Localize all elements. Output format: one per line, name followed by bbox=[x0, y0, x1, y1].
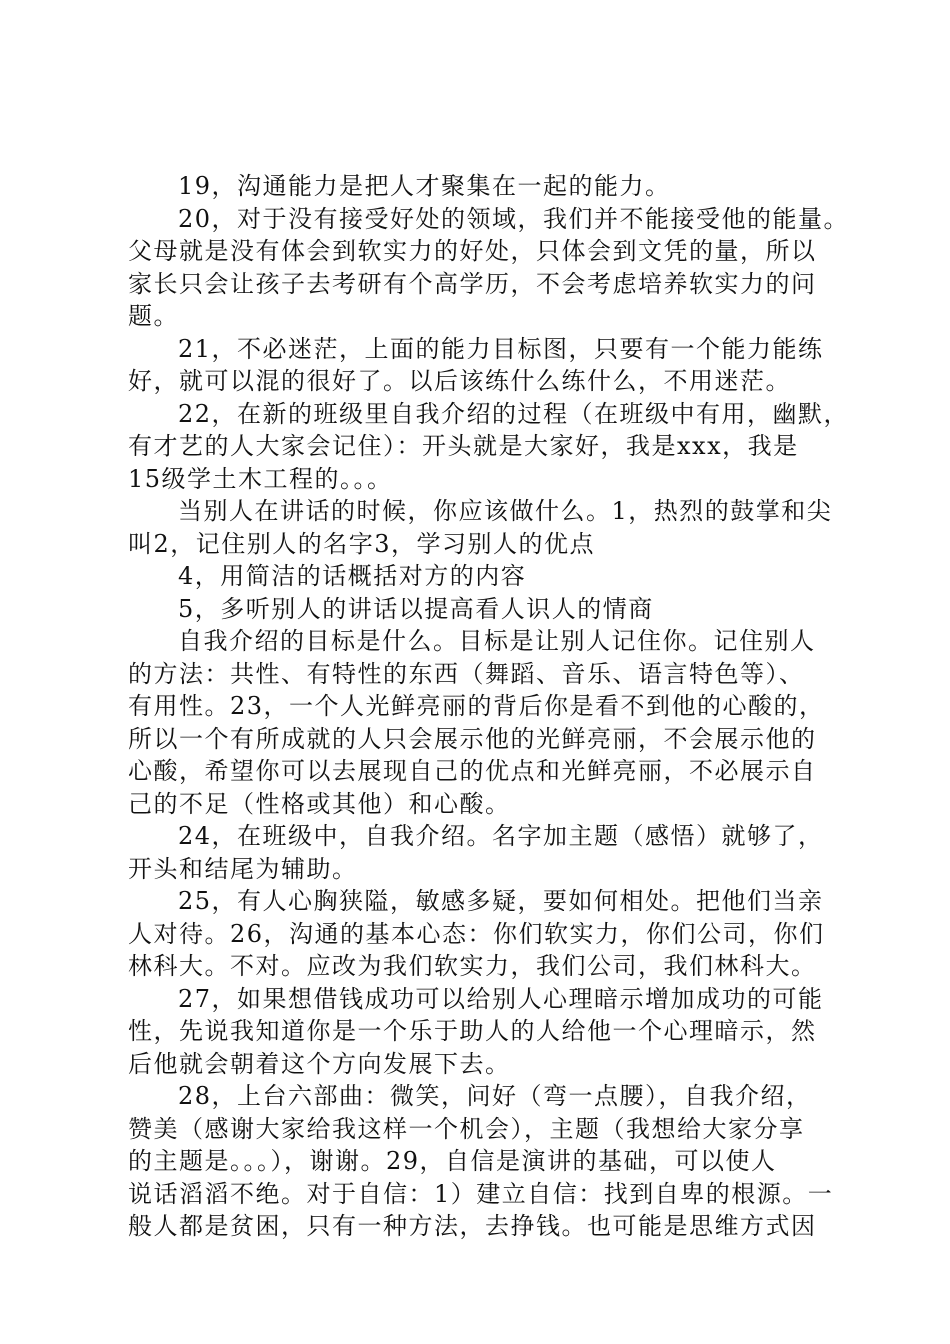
text-line-1: 19，沟通能力是把人才聚集在一起的能力。 bbox=[178, 172, 671, 200]
text-line-11: 当别人在讲话的时候，你应该做什么。1，热烈的鼓掌和尖 bbox=[178, 497, 833, 525]
text-line-32: 说话滔滔不绝。对于自信：1）建立自信：找到自卑的根源。一 bbox=[128, 1180, 834, 1208]
text-line-22: 开头和结尾为辅助。 bbox=[128, 855, 358, 883]
text-line-19: 心酸，希望你可以去展现自己的优点和光鲜亮丽，不必展示自 bbox=[128, 757, 817, 785]
text-line-14: 5，多听别人的讲话以提高看人识人的情商 bbox=[178, 595, 654, 623]
text-line-12: 叫2，记住别人的名字3，学习别人的优点 bbox=[128, 530, 596, 558]
text-line-5: 题。 bbox=[128, 302, 179, 330]
text-line-27: 性，先说我知道你是一个乐于助人的人给他一个心理暗示，然 bbox=[128, 1017, 817, 1045]
text-line-17: 有用性。23，一个人光鲜亮丽的背后你是看不到他的心酸的， bbox=[128, 692, 825, 720]
text-line-7: 好，就可以混的很好了。以后该练什么练什么，不用迷茫。 bbox=[128, 367, 791, 395]
text-line-16: 的方法：共性、有特性的东西（舞蹈、音乐、语言特色等）、 bbox=[128, 660, 805, 688]
text-line-9: 有才艺的人大家会记住）：开头就是大家好，我是xxx，我是 bbox=[128, 432, 799, 460]
text-line-2: 20，对于没有接受好处的领域，我们并不能接受他的能量。 bbox=[178, 205, 850, 233]
text-line-13: 4，用简洁的话概括对方的内容 bbox=[178, 562, 527, 590]
text-line-21: 24，在班级中，自我介绍。名字加主题（感悟）就够了， bbox=[178, 822, 824, 850]
text-line-26: 27，如果想借钱成功可以给别人心理暗示增加成功的可能 bbox=[178, 985, 824, 1013]
text-line-25: 林科大。不对。应改为我们软实力，我们公司，我们林科大。 bbox=[128, 952, 817, 980]
text-line-8: 22，在新的班级里自我介绍的过程（在班级中有用，幽默， bbox=[178, 400, 850, 428]
text-line-18: 所以一个有所成就的人只会展示他的光鲜亮丽，不会展示他的 bbox=[128, 725, 817, 753]
text-line-31: 的主题是。。。），谢谢。29，自信是演讲的基础，可以使人 bbox=[128, 1147, 777, 1175]
text-line-6: 21，不必迷茫，上面的能力目标图，只要有一个能力能练 bbox=[178, 335, 824, 363]
text-line-28: 后他就会朝着这个方向发展下去。 bbox=[128, 1050, 511, 1078]
text-line-3: 父母就是没有体会到软实力的好处，只体会到文凭的量，所以 bbox=[128, 237, 817, 265]
text-line-15: 自我介绍的目标是什么。目标是让别人记住你。记住别人 bbox=[178, 627, 816, 655]
text-line-20: 己的不足（性格或其他）和心酸。 bbox=[128, 790, 511, 818]
text-line-24: 人对待。26，沟通的基本心态：你们软实力，你们公司，你们 bbox=[128, 920, 825, 948]
text-line-30: 赞美（感谢大家给我这样一个机会），主题（我想给大家分享 bbox=[128, 1115, 805, 1143]
text-line-33: 般人都是贫困，只有一种方法，去挣钱。也可能是思维方式因 bbox=[128, 1212, 817, 1240]
text-line-29: 28，上台六部曲：微笑，问好（弯一点腰），自我介绍， bbox=[178, 1082, 812, 1110]
text-line-4: 家长只会让孩子去考研有个高学历，不会考虑培养软实力的问 bbox=[128, 270, 817, 298]
text-line-10: 15级学土木工程的。。。 bbox=[128, 465, 393, 493]
text-line-23: 25，有人心胸狭隘，敏感多疑，要如何相处。把他们当亲 bbox=[178, 887, 824, 915]
